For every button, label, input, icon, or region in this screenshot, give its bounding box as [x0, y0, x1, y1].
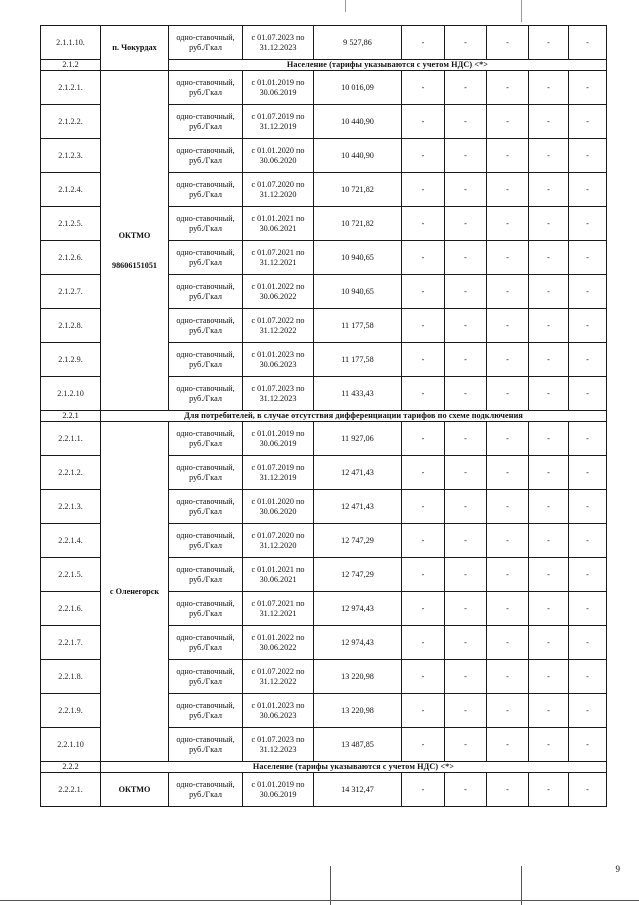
oktmo-code: 98606151051 — [111, 260, 158, 270]
empty-value-dash: - — [529, 377, 569, 411]
empty-value-dash: - — [402, 524, 445, 558]
empty-value-dash: - — [402, 309, 445, 343]
row-number: 2.1.2.7. — [41, 275, 101, 309]
empty-value-dash: - — [569, 626, 607, 660]
empty-value-dash: - — [529, 275, 569, 309]
tariff-table-body — [41, 26, 607, 807]
row-number: 2.2.1.1. — [41, 422, 101, 456]
empty-value-dash: - — [529, 207, 569, 241]
empty-value-dash: - — [402, 660, 445, 694]
row-number: 2.2.1.6. — [41, 592, 101, 626]
empty-value-dash: - — [445, 241, 487, 275]
empty-value-dash: - — [529, 558, 569, 592]
empty-value-dash: - — [402, 694, 445, 728]
empty-value-dash: - — [402, 773, 445, 807]
tariff-value: 10 940,65 — [314, 275, 402, 309]
rate-type-unit: одно-ставочный, руб./Гкал — [169, 173, 243, 207]
table-row — [41, 26, 607, 60]
empty-value-dash: - — [569, 241, 607, 275]
tariff-value: 10 016,09 — [314, 71, 402, 105]
locality-cell — [101, 26, 169, 71]
tariff-value: 13 487,85 — [314, 728, 402, 762]
empty-value-dash: - — [529, 728, 569, 762]
tariff-table — [40, 25, 607, 807]
empty-value-dash: - — [569, 456, 607, 490]
empty-value-dash: - — [445, 694, 487, 728]
locality-name: п. Чокурдах — [112, 43, 157, 52]
empty-value-dash: - — [445, 26, 487, 60]
validity-period: с 01.07.2020 по 31.12.2020 — [243, 524, 314, 558]
empty-value-dash: - — [487, 558, 529, 592]
validity-period: с 01.07.2022 по 31.12.2022 — [243, 309, 314, 343]
empty-value-dash: - — [445, 343, 487, 377]
rate-type-unit: одно-ставочный, руб./Гкал — [169, 773, 243, 807]
validity-period: с 01.01.2022 по 30.06.2022 — [243, 275, 314, 309]
empty-value-dash: - — [529, 343, 569, 377]
row-number: 2.1.2.2. — [41, 105, 101, 139]
empty-value-dash: - — [445, 139, 487, 173]
rate-type-unit: одно-ставочный, руб./Гкал — [169, 524, 243, 558]
validity-period: с 01.07.2023 по 31.12.2023 — [243, 377, 314, 411]
empty-value-dash: - — [445, 524, 487, 558]
empty-value-dash: - — [487, 26, 529, 60]
empty-value-dash: - — [569, 207, 607, 241]
validity-period: с 01.01.2022 по 30.06.2022 — [243, 626, 314, 660]
empty-value-dash: - — [487, 71, 529, 105]
empty-value-dash: - — [487, 694, 529, 728]
rate-type-unit: одно-ставочный, руб./Гкал — [169, 377, 243, 411]
empty-value-dash: - — [402, 626, 445, 660]
empty-value-dash: - — [402, 241, 445, 275]
tariff-value: 10 721,82 — [314, 207, 402, 241]
validity-period: с 01.01.2023 по 30.06.2023 — [243, 343, 314, 377]
empty-value-dash: - — [402, 139, 445, 173]
empty-value-dash: - — [529, 241, 569, 275]
tariff-value: 12 471,43 — [314, 456, 402, 490]
row-number: 2.2.1.5. — [41, 558, 101, 592]
empty-value-dash: - — [487, 660, 529, 694]
validity-period: с 01.01.2021 по 30.06.2021 — [243, 558, 314, 592]
rate-type-unit: одно-ставочный, руб./Гкал — [169, 422, 243, 456]
tariff-value: 10 440,90 — [314, 105, 402, 139]
empty-value-dash: - — [402, 592, 445, 626]
empty-value-dash: - — [402, 71, 445, 105]
validity-period: с 01.01.2019 по 30.06.2019 — [243, 71, 314, 105]
empty-value-dash: - — [402, 377, 445, 411]
empty-value-dash: - — [402, 558, 445, 592]
tariff-value: 11 177,58 — [314, 309, 402, 343]
section-title: Население (тарифы указываются с учетом НДС) <*> — [169, 60, 607, 71]
empty-value-dash: - — [487, 173, 529, 207]
empty-value-dash: - — [569, 422, 607, 456]
empty-value-dash: - — [529, 422, 569, 456]
empty-value-dash: - — [487, 626, 529, 660]
empty-value-dash: - — [487, 139, 529, 173]
scan-artifact-mark — [345, 0, 346, 12]
empty-value-dash: - — [487, 592, 529, 626]
empty-value-dash: - — [529, 26, 569, 60]
empty-value-dash: - — [569, 105, 607, 139]
empty-value-dash: - — [402, 26, 445, 60]
row-number: 2.2.1.2. — [41, 456, 101, 490]
validity-period: с 01.07.2023 по 31.12.2023 — [243, 26, 314, 60]
validity-period: с 01.07.2019 по 31.12.2019 — [243, 105, 314, 139]
empty-value-dash: - — [529, 490, 569, 524]
tariff-value: 13 220,98 — [314, 660, 402, 694]
validity-period: с 01.07.2021 по 31.12.2021 — [243, 592, 314, 626]
empty-value-dash: - — [569, 524, 607, 558]
empty-value-dash: - — [402, 173, 445, 207]
tariff-value: 11 433,43 — [314, 377, 402, 411]
empty-value-dash: - — [445, 71, 487, 105]
empty-value-dash: - — [529, 524, 569, 558]
validity-period: с 01.01.2019 по 30.06.2019 — [243, 422, 314, 456]
row-number: 2.1.2.4. — [41, 173, 101, 207]
empty-value-dash: - — [445, 173, 487, 207]
tariff-value: 14 312,47 — [314, 773, 402, 807]
spacer — [103, 211, 166, 231]
table-row — [41, 71, 607, 105]
spacer — [103, 241, 166, 261]
empty-value-dash: - — [445, 105, 487, 139]
empty-value-dash: - — [529, 309, 569, 343]
row-number: 2.2.1.7. — [41, 626, 101, 660]
empty-value-dash: - — [487, 241, 529, 275]
validity-period: с 01.07.2020 по 31.12.2020 — [243, 173, 314, 207]
section-header-row — [41, 411, 607, 422]
locality-cell — [101, 422, 169, 762]
empty-value-dash: - — [529, 694, 569, 728]
validity-period: с 01.01.2020 по 30.06.2020 — [243, 490, 314, 524]
empty-value-dash: - — [445, 309, 487, 343]
section-number: 2.2.2 — [41, 762, 101, 773]
empty-value-dash: - — [445, 422, 487, 456]
empty-value-dash: - — [529, 105, 569, 139]
rate-type-unit: одно-ставочный, руб./Гкал — [169, 728, 243, 762]
row-number: 2.2.1.4. — [41, 524, 101, 558]
empty-value-dash: - — [402, 105, 445, 139]
empty-value-dash: - — [569, 490, 607, 524]
rate-type-unit: одно-ставочный, руб./Гкал — [169, 139, 243, 173]
tariff-value: 10 440,90 — [314, 139, 402, 173]
empty-value-dash: - — [487, 343, 529, 377]
rate-type-unit: одно-ставочный, руб./Гкал — [169, 105, 243, 139]
empty-value-dash: - — [529, 456, 569, 490]
empty-value-dash: - — [487, 422, 529, 456]
scan-artifact-line — [330, 866, 331, 905]
empty-value-dash: - — [487, 275, 529, 309]
row-number: 2.1.2.6. — [41, 241, 101, 275]
row-number: 2.1.2.10 — [41, 377, 101, 411]
row-number: 2.2.1.9. — [41, 694, 101, 728]
row-number: 2.1.2.5. — [41, 207, 101, 241]
empty-value-dash: - — [402, 490, 445, 524]
empty-value-dash: - — [445, 456, 487, 490]
tariff-value: 12 747,29 — [314, 558, 402, 592]
empty-value-dash: - — [445, 377, 487, 411]
empty-value-dash: - — [529, 626, 569, 660]
tariff-value: 10 721,82 — [314, 173, 402, 207]
empty-value-dash: - — [445, 592, 487, 626]
validity-period: с 01.01.2020 по 30.06.2020 — [243, 139, 314, 173]
locality-oktmo-cell — [101, 71, 169, 411]
empty-value-dash: - — [569, 773, 607, 807]
rate-type-unit: одно-ставочный, руб./Гкал — [169, 275, 243, 309]
empty-value-dash: - — [445, 275, 487, 309]
empty-value-dash: - — [445, 660, 487, 694]
validity-period: с 01.07.2023 по 31.12.2023 — [243, 728, 314, 762]
scan-artifact-mark — [521, 0, 522, 22]
row-number: 2.2.2.1. — [41, 773, 101, 807]
empty-value-dash: - — [487, 309, 529, 343]
empty-value-dash: - — [529, 173, 569, 207]
row-number: 2.2.1.8. — [41, 660, 101, 694]
validity-period: с 01.01.2021 по 30.06.2021 — [243, 207, 314, 241]
validity-period: с 01.07.2021 по 31.12.2021 — [243, 241, 314, 275]
tariff-value: 12 974,43 — [314, 626, 402, 660]
rate-type-unit: одно-ставочный, руб./Гкал — [169, 71, 243, 105]
row-number: 2.2.1.10 — [41, 728, 101, 762]
oktmo-label: ОКТМО — [118, 230, 151, 240]
tariff-value: 12 974,43 — [314, 592, 402, 626]
section-header-row — [41, 762, 607, 773]
rate-type-unit: одно-ставочный, руб./Гкал — [169, 660, 243, 694]
locality-name: с Оленегорск — [109, 586, 160, 596]
rate-type-unit: одно-ставочный, руб./Гкал — [169, 592, 243, 626]
oktmo-label: ОКТМО — [118, 784, 151, 794]
empty-value-dash: - — [529, 773, 569, 807]
empty-value-dash: - — [569, 139, 607, 173]
table-row — [41, 773, 607, 807]
empty-value-dash: - — [402, 422, 445, 456]
empty-value-dash: - — [487, 728, 529, 762]
empty-value-dash: - — [569, 377, 607, 411]
empty-value-dash: - — [445, 728, 487, 762]
rate-type-unit: одно-ставочный, руб./Гкал — [169, 343, 243, 377]
rate-type-unit: одно-ставочный, руб./Гкал — [169, 26, 243, 60]
empty-value-dash: - — [402, 343, 445, 377]
row-number: 2.1.2.1. — [41, 71, 101, 105]
empty-value-dash: - — [445, 626, 487, 660]
tariff-value: 12 471,43 — [314, 490, 402, 524]
rate-type-unit: одно-ставочный, руб./Гкал — [169, 207, 243, 241]
empty-value-dash: - — [569, 558, 607, 592]
rate-type-unit: одно-ставочный, руб./Гкал — [169, 626, 243, 660]
empty-value-dash: - — [569, 173, 607, 207]
empty-value-dash: - — [569, 71, 607, 105]
empty-value-dash: - — [445, 490, 487, 524]
empty-value-dash: - — [487, 490, 529, 524]
validity-period: с 01.01.2023 по 30.06.2023 — [243, 694, 314, 728]
rate-type-unit: одно-ставочный, руб./Гкал — [169, 456, 243, 490]
empty-value-dash: - — [569, 592, 607, 626]
empty-value-dash: - — [529, 660, 569, 694]
validity-period: с 01.01.2019 по 30.06.2019 — [243, 773, 314, 807]
row-number: 2.2.1.3. — [41, 490, 101, 524]
empty-value-dash: - — [487, 105, 529, 139]
tariff-value: 11 927,06 — [314, 422, 402, 456]
empty-value-dash: - — [445, 207, 487, 241]
row-number: 2.1.2.8. — [41, 309, 101, 343]
section-number: 2.1.2 — [41, 60, 101, 71]
rate-type-unit: одно-ставочный, руб./Гкал — [169, 241, 243, 275]
empty-value-dash: - — [402, 275, 445, 309]
section-title: Население (тарифы указываются с учетом НДС) <*> — [101, 762, 607, 773]
empty-value-dash: - — [487, 524, 529, 558]
scan-artifact-line — [521, 866, 522, 905]
empty-value-dash: - — [402, 207, 445, 241]
empty-value-dash: - — [402, 728, 445, 762]
empty-value-dash: - — [487, 773, 529, 807]
empty-value-dash: - — [569, 343, 607, 377]
empty-value-dash: - — [569, 694, 607, 728]
tariff-value: 13 220,98 — [314, 694, 402, 728]
page-number: 9 — [615, 864, 620, 874]
row-number: 2.1.2.3. — [41, 139, 101, 173]
empty-value-dash: - — [487, 456, 529, 490]
locality-oktmo-cell — [101, 773, 169, 807]
empty-value-dash: - — [529, 71, 569, 105]
section-number: 2.2.1 — [41, 411, 101, 422]
empty-value-dash: - — [529, 592, 569, 626]
rate-type-unit: одно-ставочный, руб./Гкал — [169, 490, 243, 524]
empty-value-dash: - — [445, 773, 487, 807]
empty-value-dash: - — [569, 26, 607, 60]
section-title: Для потребителей, в случае отсутствия дифференциации тарифов по схеме подключения — [101, 411, 607, 422]
empty-value-dash: - — [569, 728, 607, 762]
empty-value-dash: - — [487, 207, 529, 241]
row-number: 2.1.2.9. — [41, 343, 101, 377]
tariff-value: 9 527,86 — [314, 26, 402, 60]
empty-value-dash: - — [569, 309, 607, 343]
rate-type-unit: одно-ставочный, руб./Гкал — [169, 558, 243, 592]
tariff-value: 12 747,29 — [314, 524, 402, 558]
row-number: 2.1.1.10. — [41, 26, 101, 60]
empty-value-dash: - — [445, 558, 487, 592]
empty-value-dash: - — [487, 377, 529, 411]
rate-type-unit: одно-ставочный, руб./Гкал — [169, 694, 243, 728]
validity-period: с 01.07.2022 по 31.12.2022 — [243, 660, 314, 694]
table-row — [41, 422, 607, 456]
rate-type-unit: одно-ставочный, руб./Гкал — [169, 309, 243, 343]
tariff-value: 10 940,65 — [314, 241, 402, 275]
validity-period: с 01.07.2019 по 31.12.2019 — [243, 456, 314, 490]
empty-value-dash: - — [529, 139, 569, 173]
tariff-value: 11 177,58 — [314, 343, 402, 377]
empty-value-dash: - — [569, 275, 607, 309]
page-bottom-rule — [0, 900, 639, 901]
empty-value-dash: - — [569, 660, 607, 694]
empty-value-dash: - — [402, 456, 445, 490]
